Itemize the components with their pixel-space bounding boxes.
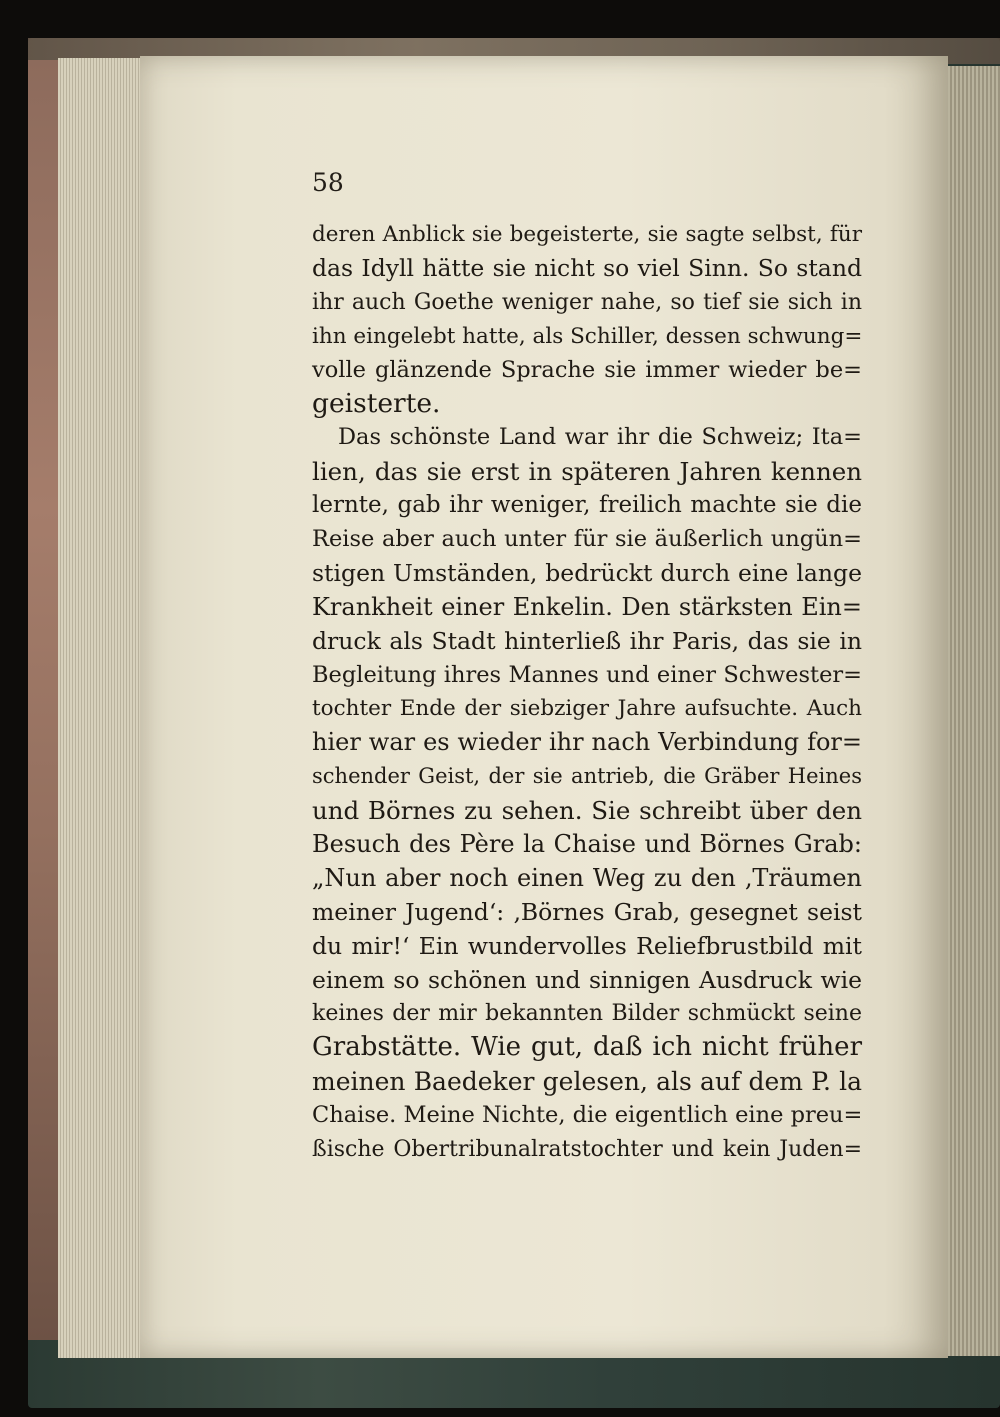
text-line: ßische Obertribunalratstochter und kein Juden= bbox=[312, 1137, 862, 1163]
page-stack-left bbox=[58, 58, 150, 1358]
text-line: schender Geist, der sie antrieb, die Gräber Heines bbox=[312, 764, 862, 789]
text-line: meiner Jugend‘: ‚Börnes Grab, gesegnet seist bbox=[312, 897, 862, 926]
text-line: lien, das sie erst in späteren Jahren kennen bbox=[312, 457, 862, 487]
text-line: stigen Umständen, bedrückt durch eine lange bbox=[312, 558, 862, 587]
text-line: und Börnes zu sehen. Sie schreibt über den bbox=[312, 796, 862, 826]
text-line: Reise aber auch unter für sie äußerlich ungün= bbox=[312, 526, 862, 553]
page-number: 58 bbox=[312, 168, 344, 197]
spine-edge bbox=[28, 60, 60, 1340]
text-line: hier war es wieder ihr nach Verbindung for= bbox=[312, 728, 862, 757]
page-stack-right bbox=[940, 66, 1000, 1356]
text-line: ihr auch Goethe weniger nahe, so tief sie sich in bbox=[312, 289, 862, 315]
text-line: deren Anblick sie begeisterte, sie sagte selbst, für bbox=[312, 222, 862, 247]
text-line: geisterte. bbox=[312, 388, 441, 420]
text-line: volle glänzende Sprache sie immer wieder be= bbox=[312, 356, 862, 383]
text-line: Begleitung ihres Mannes und einer Schwester= bbox=[312, 661, 862, 688]
text-line: du mir!‘ Ein wundervolles Reliefbrustbild mit bbox=[312, 931, 862, 960]
text-line: druck als Stadt hinterließ ihr Paris, das sie in bbox=[312, 626, 862, 655]
text-line: „Nun aber noch einen Weg zu den ‚Träumen bbox=[312, 863, 862, 892]
text-line: lernte, gab ihr weniger, freilich machte sie die bbox=[312, 492, 862, 519]
text-line: einem so schönen und sinnigen Ausdruck wie bbox=[312, 965, 862, 994]
text-line: keines der mir bekannten Bilder schmückt seine bbox=[312, 1001, 862, 1027]
text-line: meinen Baedeker gelesen, als auf dem P. la bbox=[312, 1067, 862, 1097]
text-line: Chaise. Meine Nichte, die eigentlich eine preu= bbox=[312, 1102, 863, 1129]
body-text bbox=[312, 218, 862, 1167]
text-line: ihn eingelebt hatte, als Schiller, dessen schwung= bbox=[312, 323, 863, 349]
text-line: Besuch des Père la Chaise und Börnes Grab: bbox=[312, 830, 862, 859]
text-line: das Idyll hätte sie nicht so viel Sinn. So stand bbox=[312, 253, 862, 282]
text-line: Grabstätte. Wie gut, daß ich nicht früher bbox=[312, 1032, 862, 1063]
text-line: Das schönste Land war ihr die Schweiz; Ita= bbox=[338, 424, 862, 451]
text-line: tochter Ende der siebziger Jahre aufsuchte. Auch bbox=[312, 696, 862, 722]
text-line: Krankheit einer Enkelin. Den stärksten Ein= bbox=[312, 592, 862, 621]
